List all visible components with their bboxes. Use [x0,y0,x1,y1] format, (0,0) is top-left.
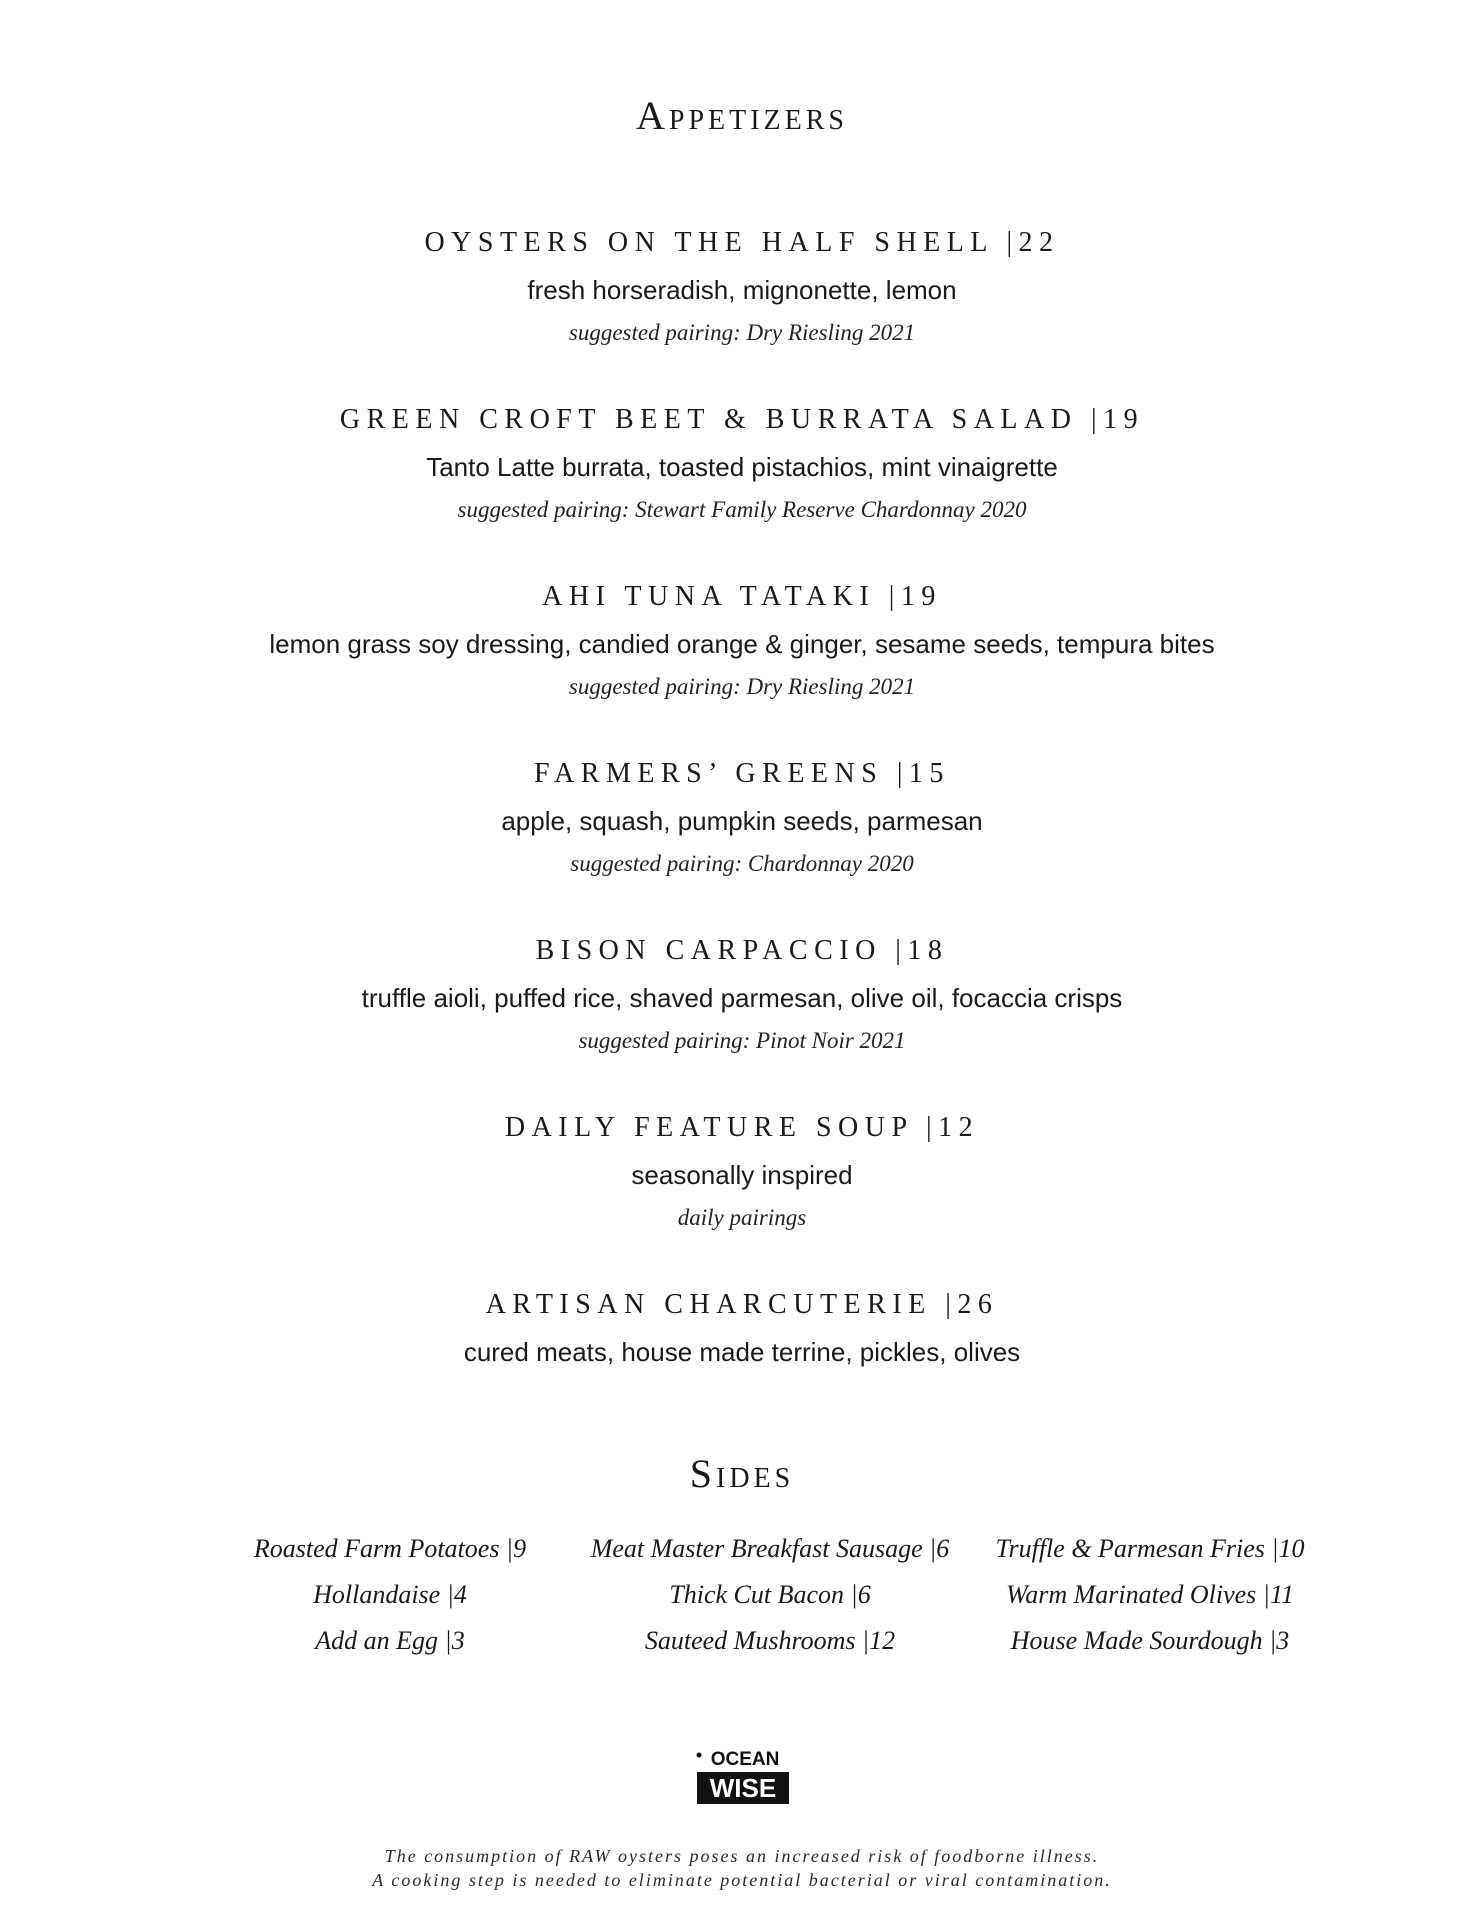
item-pairing: daily pairings [677,1205,807,1230]
item-name: GREEN CROFT BEET & BURRATA SALAD |19 [339,404,1145,435]
item-description: seasonally inspired [631,1160,853,1190]
side-item: Thick Cut Bacon |6 [669,1580,871,1609]
disclaimer-line: The consumption of RAW oysters poses an increased risk of foodborne illness. [384,1846,1100,1866]
sides-list [200,1532,1340,1670]
item-name: FARMERS’ GREENS |15 [534,758,950,789]
item-pairing: suggested pairing: Chardonnay 2020 [570,851,914,876]
menu-item-oysters [0,226,1484,348]
sides-column-right [960,1532,1340,1670]
item-name: ARTISAN CHARCUTERIE |26 [485,1289,999,1320]
item-description: apple, squash, pumpkin seeds, parmesan [501,806,983,836]
menu-item-feature-soup [0,1111,1484,1233]
sides-column-left [200,1532,580,1670]
item-pairing: suggested pairing: Pinot Noir 2021 [578,1028,906,1053]
item-description: lemon grass soy dressing, candied orange & ginger, sesame seeds, tempura bites [269,629,1215,659]
item-pairing: suggested pairing: Dry Riesling 2021 [568,320,916,345]
side-item: House Made Sourdough |3 [1010,1626,1290,1655]
logo-text-ocean: OCEAN [710,1749,780,1770]
menu-item-charcuterie [0,1288,1484,1369]
side-item: Meat Master Breakfast Sausage |6 [590,1534,950,1563]
side-item: Truffle & Parmesan Fries |10 [995,1534,1305,1563]
item-name: AHI TUNA TATAKI |19 [542,581,942,612]
item-description: truffle aioli, puffed rice, shaved parmesan, olive oil, focaccia crisps [361,983,1123,1013]
item-pairing: suggested pairing: Stewart Family Reserve Chardonnay 2020 [457,497,1027,522]
menu-item-bison-carpaccio [0,934,1484,1056]
side-item: Warm Marinated Olives |11 [1005,1580,1295,1609]
item-description: Tanto Latte burrata, toasted pistachios, mint vinaigrette [426,452,1058,482]
sides-column-middle [580,1532,960,1670]
menu-item-beet-burrata [0,403,1484,525]
logo-text-wise: WISE [709,1773,777,1803]
ocean-wise-logo [695,1748,791,1806]
side-item: Add an Egg |3 [315,1626,465,1655]
side-item: Roasted Farm Potatoes |9 [253,1534,527,1563]
item-name: DAILY FEATURE SOUP |12 [504,1112,980,1143]
menu-item-farmers-greens [0,757,1484,879]
item-description: fresh horseradish, mignonette, lemon [527,275,957,305]
side-item: Sauteed Mushrooms |12 [644,1626,896,1655]
item-description: cured meats, house made terrine, pickles, olives [463,1337,1021,1367]
appetizers-title: Appetizers [635,93,849,138]
sides-title: Sides [689,1451,795,1496]
side-item: Hollandaise |4 [313,1580,467,1609]
item-name: OYSTERS ON THE HALF SHELL |22 [424,227,1060,258]
raw-oyster-disclaimer [0,1844,1484,1892]
disclaimer-line: A cooking step is needed to eliminate potential bacterial or viral contamination. [372,1870,1112,1890]
item-pairing: suggested pairing: Dry Riesling 2021 [568,674,916,699]
menu-item-ahi-tuna [0,580,1484,702]
item-name: BISON CARPACCIO |18 [535,935,949,966]
